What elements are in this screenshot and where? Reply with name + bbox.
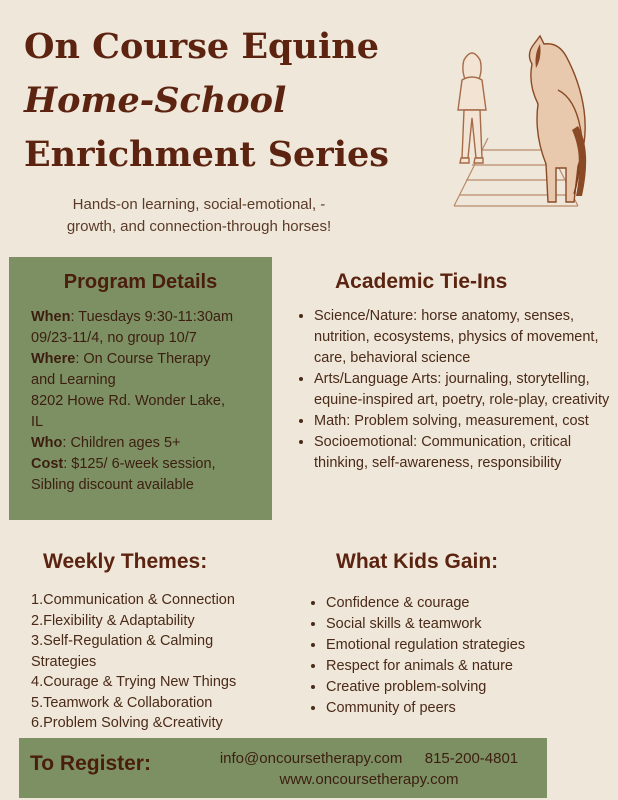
who-label: Who xyxy=(31,435,63,451)
page-title xyxy=(24,20,389,182)
academic-item-socioemotional: • Socioemotional: Communication, critical thinking, self-awareness, responsibility xyxy=(314,432,614,474)
title-line-1: On Course Equine xyxy=(24,26,379,67)
when-label: When xyxy=(31,309,71,325)
register-email[interactable]: info@oncoursetherapy.com xyxy=(219,750,403,767)
cost-note: Sibling discount available xyxy=(31,477,194,493)
where-value: : On Course Therapy xyxy=(75,351,211,367)
theme-item: 6.Problem Solving &Creativity xyxy=(31,715,223,731)
gain-item: • Emotional regulation strategies xyxy=(326,635,606,656)
program-details-panel xyxy=(9,257,272,520)
where-row xyxy=(31,349,272,370)
register-phone[interactable]: 815-200-4801 xyxy=(424,750,519,767)
cost-row xyxy=(31,454,272,475)
academic-list xyxy=(296,306,614,474)
academic-heading: Academic Tie-Ins xyxy=(335,270,508,293)
when-value: : Tuesdays 9:30-11:30am xyxy=(70,309,234,325)
subtitle xyxy=(14,194,384,238)
academic-item-math: • Math: Problem solving, measurement, cost xyxy=(314,411,614,432)
contact-row xyxy=(199,748,539,769)
where-value-2: and Learning xyxy=(31,372,116,388)
gain-item: • Social skills & teamwork xyxy=(326,614,606,635)
weekly-themes-heading: Weekly Themes: xyxy=(43,550,208,573)
register-banner xyxy=(19,738,547,798)
when-row xyxy=(31,307,272,328)
gain-item: • Creative problem-solving xyxy=(326,677,606,698)
theme-item: 1.Communication & Connection xyxy=(31,592,235,608)
who-value: : Children ages 5+ xyxy=(62,435,181,451)
academic-item-science: • Science/Nature: horse anatomy, senses, nutrition, ecosystems, physics of movement, care, behavioral science xyxy=(314,306,614,369)
register-label: To Register: xyxy=(30,752,151,775)
gain-item: • Confidence & courage xyxy=(326,593,606,614)
gain-item: • Community of peers xyxy=(326,698,606,719)
address-line-1: 8202 Howe Rd. Wonder Lake, xyxy=(31,393,225,409)
theme-item: 3.Self-Regulation & Calming xyxy=(31,633,214,649)
subtitle-line-2: growth, and connection-through horses! xyxy=(66,218,332,235)
when-dates: 09/23-11/4, no group 10/7 xyxy=(31,330,197,346)
gain-item: • Respect for animals & nature xyxy=(326,656,606,677)
who-row xyxy=(31,433,272,454)
title-line-2: Home-School xyxy=(24,80,287,121)
cost-value: : $125/ 6-week session, xyxy=(63,456,216,472)
program-details-text xyxy=(31,307,272,496)
what-kids-gain-heading: What Kids Gain: xyxy=(336,550,499,573)
program-details-heading: Program Details xyxy=(63,271,218,293)
cost-label: Cost xyxy=(31,456,64,472)
subtitle-line-1: Hands-on learning, social-emotional, - xyxy=(72,196,326,213)
academic-item-arts: • Arts/Language Arts: journaling, storytelling, equine-inspired art, poetry, role-play, creativity xyxy=(314,369,614,411)
weekly-themes-list xyxy=(31,590,236,734)
theme-item: Strategies xyxy=(31,653,97,670)
what-kids-gain-list xyxy=(308,593,606,719)
register-website[interactable]: www.oncoursetherapy.com xyxy=(279,771,459,788)
theme-item: 2.Flexibility & Adaptability xyxy=(31,612,195,629)
address-line-2: IL xyxy=(31,414,44,430)
theme-item: 4.Courage & Trying New Things xyxy=(31,674,237,690)
girl-and-horse-illustration xyxy=(448,30,608,208)
where-label: Where xyxy=(31,351,76,367)
title-line-3: Enrichment Series xyxy=(24,134,389,175)
theme-item: 5.Teamwork & Collaboration xyxy=(31,694,213,711)
register-contact xyxy=(199,748,539,790)
